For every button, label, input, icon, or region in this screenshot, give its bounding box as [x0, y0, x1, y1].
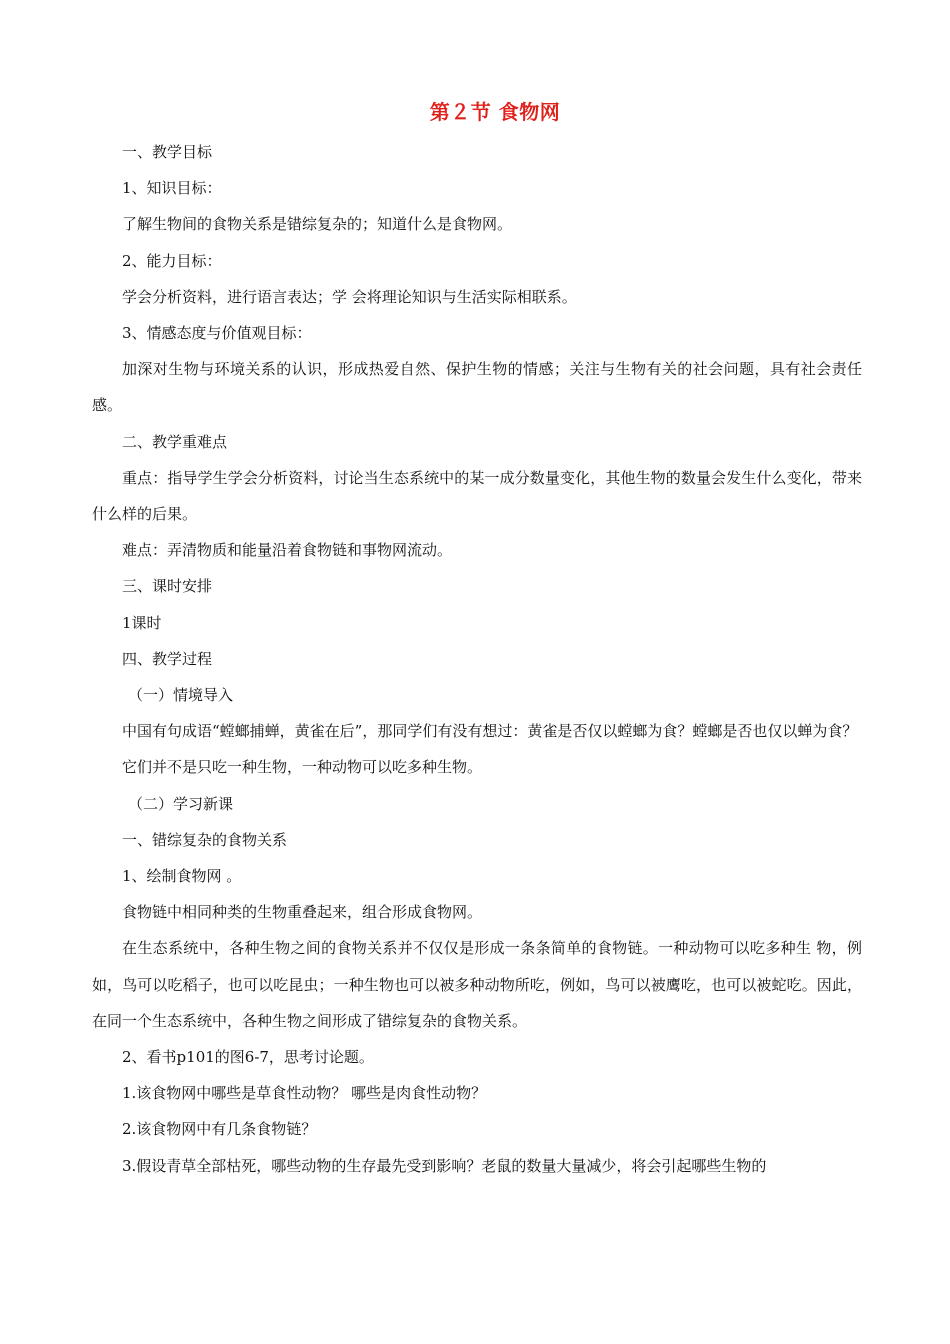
body-paragraph: 难点：弄清物质和能量沿着食物链和事物网流动。 — [122, 541, 453, 560]
question-item: 2.该食物网中有几条食物链？ — [122, 1120, 317, 1139]
subsection-heading: 1、绘制食物网 。 — [122, 867, 242, 886]
body-paragraph: 食物链中相同种类的生物重叠起来，组合形成食物网。 — [122, 903, 483, 922]
subsection-heading: 2、能力目标： — [122, 251, 222, 270]
body-paragraph: 1课时 — [122, 613, 162, 632]
page-title: 第２节 食物网 — [429, 100, 561, 124]
section-heading: 二、教学重难点 — [122, 432, 228, 451]
subsection-heading: 1、知识目标： — [122, 179, 222, 198]
section-heading: 一、教学目标 — [122, 143, 213, 161]
section-heading: 三、课时安排 — [122, 577, 213, 596]
question-item: 3.假设青草全部枯死，哪些动物的生存最先受到影响？老鼠的数量大量减少，将会引起哪些生物的 — [122, 1156, 767, 1175]
body-paragraph: 学会分析资料，进行语言表达；学 会将理论知识与生活实际相联系。 — [122, 287, 577, 306]
body-paragraph: 中国有句成语“螳螂捕蝉，黄雀在后”，那同学们有没有想过：黄雀是否仅以螳螂为食？螳螂是否也仅以蝉为食？ — [122, 722, 858, 741]
section-heading: 四、教学过程 — [122, 649, 213, 668]
subsection-heading: （一）情境导入 — [128, 686, 234, 705]
body-paragraph: 在生态系统中，各种生物之间的食物关系并不仅仅是形成一条条简单的食物链。一种动物可以吃多种生 物，例如，鸟可以吃稻子，也可以吃昆虫；一种生物也可以被多种动物所吃，例如，鸟可以被鹰吃，也可以被蛇吃。因此，在同一个生态系统中，各种生物之间形成了错综复杂的食物关系。 — [92, 939, 862, 1030]
subsection-heading: （二）学习新课 — [128, 794, 234, 813]
section-heading: 一、错综复杂的食物关系 — [122, 830, 288, 849]
document-body — [92, 134, 862, 1184]
question-item: 1.该食物网中哪些是草食性动物？ 哪些是肉食性动物？ — [122, 1084, 487, 1103]
body-paragraph: 2、看书p101的图6-7，思考讨论题。 — [122, 1048, 374, 1067]
body-paragraph: 重点：指导学生学会分析资料，讨论当生态系统中的某一成分数量变化，其他生物的数量会发生什么变化，带来什么样的后果。 — [92, 468, 862, 524]
body-paragraph: 它们并不是只吃一种生物，一种动物可以吃多种生物。 — [122, 758, 483, 777]
body-paragraph: 加深对生物与环境关系的认识，形成热爱自然、保护生物的情感；关注与生物有关的社会问题，具有社会责任感。 — [92, 360, 862, 415]
subsection-heading: 3、情感态度与价值观目标： — [122, 324, 312, 343]
body-paragraph: 了解生物间的食物关系是错综复杂的；知道什么是食物网。 — [122, 215, 513, 234]
